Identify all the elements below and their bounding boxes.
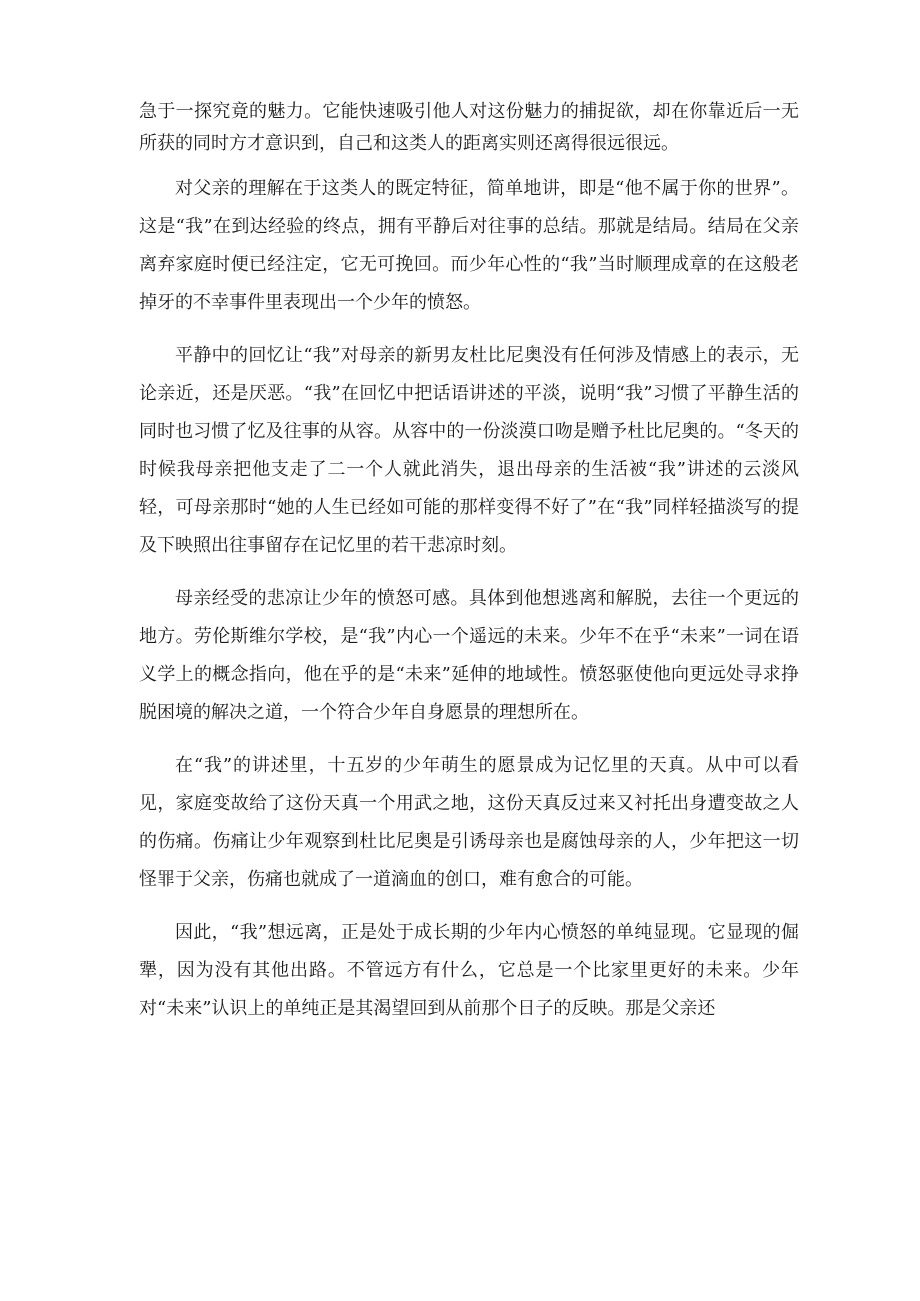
paragraph-4: 母亲经受的悲凉让少年的愤怒可感。具体到他想逃离和解脱，去往一个更远的地方。劳伦斯维尔学校，是“我”内心一个遥远的未来。少年不在乎“未来”一词在语义学上的概念指向，他在乎的是“未来”延伸的地域性。愤怒驱使他向更远处寻求挣脱困境的解决之道，一个符合少年自身愿景的理想所在。: [139, 588, 799, 723]
paragraph-2: 对父亲的理解在于这类人的既定特征，简单地讲，即是“他不属于你的世界”。这是“我”在到达经验的终点，拥有平静后对往事的总结。那就是结局。结局在父亲离弃家庭时便已经注定，它无可挽回。而少年心性的“我”当时顺理成章的在这般老掉牙的不幸事件里表现出一个少年的愤怒。: [139, 178, 799, 313]
paragraph-5: 在“我”的讲述里，十五岁的少年萌生的愿景成为记忆里的天真。从中可以看见，家庭变故给了这份天真一个用武之地，这份天真反过来又衬托出身遭变故之人的伤痛。伤痛让少年观察到杜比尼奥是引诱母亲也是腐蚀母亲的人，少年把这一切怪罪于父亲，伤痛也就成了一道滴血的创口，难有愈合的可能。: [139, 755, 799, 890]
paragraph-3: 平静中的回忆让“我”对母亲的新男友杜比尼奥没有任何涉及情感上的表示，无论亲近，还是厌恶。“我”在回忆中把话语讲述的平淡，说明“我”习惯了平静生活的同时也习惯了忆及往事的从容。从容中的一份淡漠口吻是赠予杜比尼奥的。“冬天的时候我母亲把他支走了二一个人就此消失，退出母亲的生活被“我”讲述的云淡风轻，可母亲那时“她的人生已经如可能的那样变得不好了”在“我”同样轻描淡写的提及下映照出往事留存在记忆里的若干悲凉时刻。: [139, 345, 799, 556]
paragraph-6: 因此，“我”想远离，正是处于成长期的少年内心愤怒的单纯显现。它显现的倔犟，因为没有其他出路。不管远方有什么，它总是一个比家里更好的未来。少年对“未来”认识上的单纯正是其渴望回到从前那个日子的反映。那是父亲还: [139, 922, 799, 1019]
paragraph-1: 急于一探究竟的魅力。它能快速吸引他人对这份魅力的捕捉欲，却在你靠近后一无所获的同时方才意识到，自己和这类人的距离实则还离得很远很远。: [139, 101, 799, 154]
body-text: [139, 96, 799, 1043]
